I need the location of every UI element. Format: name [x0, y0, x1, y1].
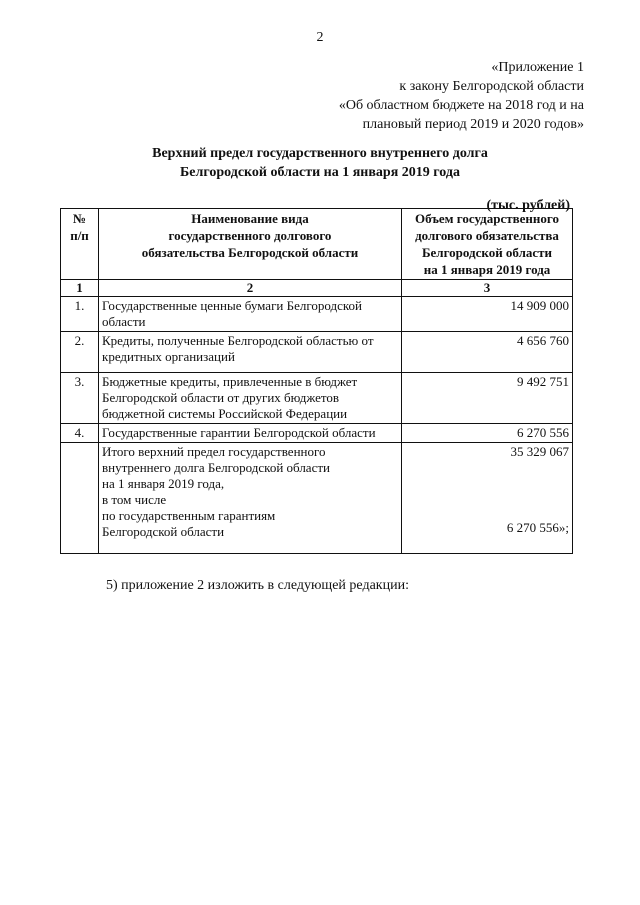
header-value: [402, 209, 573, 280]
column-index: 1: [61, 280, 99, 297]
title-line: Верхний предел государственного внутреннего долга: [152, 146, 488, 161]
debt-table: [60, 208, 573, 554]
page-number: 2: [316, 30, 324, 45]
row-name-line: Государственные гарантии Белгородской области: [102, 425, 376, 440]
row-value: 6 270 556: [402, 424, 573, 443]
row-name: [99, 297, 402, 332]
row-name: [99, 332, 402, 373]
column-index: 3: [402, 280, 573, 297]
total-value: [402, 443, 573, 554]
column-index-row: [61, 280, 573, 297]
total-name-line: внутреннего долга Белгородской области: [102, 460, 330, 475]
header-name-line: Наименование вида: [191, 211, 309, 226]
row-number: 2.: [61, 332, 99, 373]
appendix-reference: [339, 58, 584, 134]
row-number: 4.: [61, 424, 99, 443]
total-name-line: Итого верхний предел государственного: [102, 444, 326, 459]
row-name: [99, 424, 402, 443]
table-row: [61, 297, 573, 332]
header-name-line: обязательства Белгородской области: [141, 245, 359, 260]
table-row: [61, 373, 573, 424]
header-num: [61, 209, 99, 280]
row-name-line: Кредиты, полученные Белгородской областью от: [102, 333, 374, 348]
column-index: 2: [99, 280, 402, 297]
title-line: Белгородской области на 1 января 2019 года: [180, 165, 460, 180]
header-name: [99, 209, 402, 280]
row-value: 4 656 760: [402, 332, 573, 373]
table-row: [61, 424, 573, 443]
total-value-guarantees: 6 270 556»;: [506, 520, 569, 535]
row-name: [99, 373, 402, 424]
total-name-line: в том числе: [102, 492, 167, 507]
row-value: 9 492 751: [402, 373, 573, 424]
total-value-sum: 35 329 067: [510, 444, 569, 459]
header-value-line: долгового обязательства: [415, 228, 559, 243]
table-row: [61, 332, 573, 373]
total-name-line: на 1 января 2019 года,: [102, 476, 225, 491]
total-name-line: по государственным гарантиям: [102, 508, 276, 523]
row-number: 3.: [61, 373, 99, 424]
next-paragraph: 5) приложение 2 изложить в следующей редакции:: [106, 578, 409, 593]
total-name-line: Белгородской области: [102, 524, 225, 539]
header-value-line: Объем государственного: [415, 211, 559, 226]
row-number-empty: [61, 443, 99, 554]
header-value-line: на 1 января 2019 года: [423, 262, 551, 277]
row-name-line: Бюджетные кредиты, привлеченные в бюджет: [102, 374, 358, 389]
table-header-row: [61, 209, 573, 280]
row-name-line: области: [102, 314, 146, 329]
appendix-line: «Приложение 1: [491, 60, 584, 75]
appendix-line: к закону Белгородской области: [399, 79, 584, 94]
row-value: 14 909 000: [402, 297, 573, 332]
row-name-line: кредитных организаций: [102, 349, 235, 364]
header-num-line: №: [72, 211, 87, 226]
header-name-line: государственного долгового: [168, 228, 332, 243]
document-title: [0, 144, 640, 182]
header-value-line: Белгородской области: [421, 245, 553, 260]
table-total-row: [61, 443, 573, 554]
row-name-line: Белгородской области от других бюджетов: [102, 390, 340, 405]
appendix-line: «Об областном бюджете на 2018 год и на: [338, 98, 584, 113]
header-num-line: п/п: [70, 228, 89, 243]
row-name-line: Государственные ценные бумаги Белгородской: [102, 298, 362, 313]
appendix-line: плановый период 2019 и 2020 годов»: [362, 117, 584, 132]
row-name-line: бюджетной системы Российской Федерации: [102, 406, 348, 421]
units-label: (тыс. рублей): [486, 198, 570, 213]
total-name: [99, 443, 402, 554]
row-number: 1.: [61, 297, 99, 332]
